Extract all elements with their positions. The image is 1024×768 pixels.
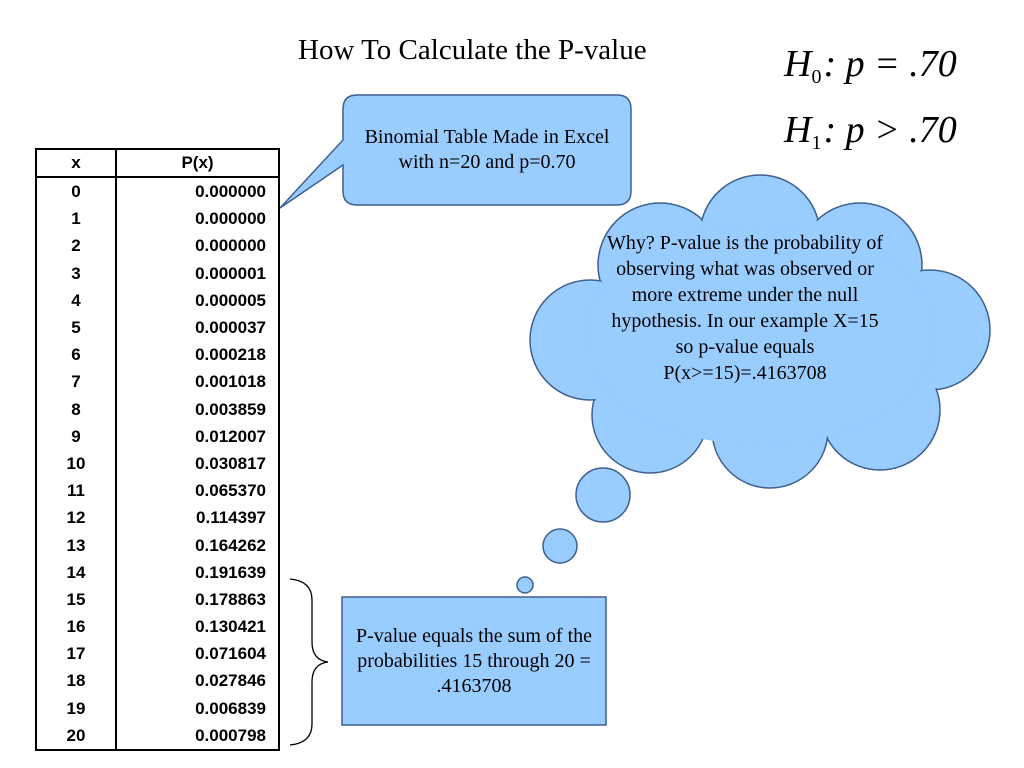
cell-px: 0.000218 xyxy=(195,345,266,365)
alternative-hypothesis xyxy=(784,108,957,155)
cell-x: 3 xyxy=(36,260,116,287)
table-row xyxy=(36,396,279,423)
table-row xyxy=(36,341,279,368)
cell-x: 0 xyxy=(36,177,116,205)
table-row xyxy=(36,695,279,722)
cell-px: 0.000001 xyxy=(195,263,266,283)
cell-px: 0.006839 xyxy=(195,698,266,718)
cell-x: 18 xyxy=(36,667,116,694)
cell-px: 0.191639 xyxy=(195,562,266,582)
cell-x: 1 xyxy=(36,205,116,232)
why-callout-text: Why? P-value is the probability of observing what was observed or more extreme under the null hypothesis. In our example X=15 so p-value equals P(x>=15)=.4163708 xyxy=(606,232,884,384)
cell-px: 0.164262 xyxy=(195,535,266,555)
table-row xyxy=(36,232,279,259)
binomial-table xyxy=(35,148,280,751)
cell-x: 19 xyxy=(36,695,116,722)
cell-x: 14 xyxy=(36,559,116,586)
table-row xyxy=(36,504,279,531)
table-row xyxy=(36,450,279,477)
cell-x: 13 xyxy=(36,531,116,558)
table-row xyxy=(36,287,279,314)
cell-x: 7 xyxy=(36,368,116,395)
cell-px: 0.114397 xyxy=(196,508,266,528)
sum-callout xyxy=(342,597,606,725)
h1-symbol: H xyxy=(784,109,812,151)
table-row xyxy=(36,423,279,450)
cell-px: 0.071604 xyxy=(195,644,266,664)
null-hypothesis xyxy=(784,42,957,89)
sum-callout-text: P-value equals the sum of the probabilities 15 through 20 = .4163708 xyxy=(355,624,593,697)
table-row xyxy=(36,559,279,586)
cell-px: 0.012007 xyxy=(195,426,266,446)
cell-px: 0.001018 xyxy=(195,372,266,392)
column-header-px: P(x) xyxy=(116,149,279,177)
right-brace xyxy=(290,579,328,745)
cell-x: 10 xyxy=(36,450,116,477)
thought-bubble-medium xyxy=(543,529,577,563)
cell-px: 0.065370 xyxy=(195,481,266,501)
table-row xyxy=(36,613,279,640)
h1-relation: : p > .70 xyxy=(823,109,957,151)
excel-callout-text: Binomial Table Made in Excel with n=20 and p=0.70 xyxy=(364,126,610,173)
table-header-row xyxy=(36,149,279,177)
table-row xyxy=(36,177,279,205)
cell-px: 0.030817 xyxy=(195,453,266,473)
cell-x: 8 xyxy=(36,396,116,423)
cell-px: 0.027846 xyxy=(195,671,266,691)
cell-px: 0.178863 xyxy=(195,589,266,609)
excel-callout xyxy=(343,95,631,205)
cell-px: 0.003859 xyxy=(195,399,266,419)
cell-x: 4 xyxy=(36,287,116,314)
page-title: How To Calculate the P-value xyxy=(298,34,647,66)
thought-bubble-small xyxy=(517,577,533,593)
table-row xyxy=(36,205,279,232)
table-row xyxy=(36,640,279,667)
column-header-x: x xyxy=(36,149,116,177)
cell-px: 0.000037 xyxy=(195,318,266,338)
table-row xyxy=(36,477,279,504)
cell-x: 2 xyxy=(36,232,116,259)
table-row xyxy=(36,368,279,395)
cell-x: 15 xyxy=(36,586,116,613)
h0-relation: : p = .70 xyxy=(823,43,957,85)
cell-px: 0.000005 xyxy=(195,290,266,310)
cell-x: 6 xyxy=(36,341,116,368)
cell-x: 20 xyxy=(36,722,116,750)
cell-px: 0.000798 xyxy=(195,725,266,745)
cell-x: 17 xyxy=(36,640,116,667)
cell-x: 9 xyxy=(36,423,116,450)
h0-symbol: H xyxy=(784,43,812,85)
cell-px: 0.000000 xyxy=(195,236,266,256)
table-row xyxy=(36,722,279,750)
table-row xyxy=(36,531,279,558)
h0-subscript: 0 xyxy=(811,66,822,88)
h1-subscript: 1 xyxy=(811,132,822,154)
cell-x: 12 xyxy=(36,504,116,531)
cell-px: 0.000000 xyxy=(195,182,266,202)
cell-px: 0.000000 xyxy=(195,209,266,229)
table-row xyxy=(36,260,279,287)
cell-x: 11 xyxy=(36,477,116,504)
thought-bubble-large xyxy=(576,468,630,522)
cell-x: 16 xyxy=(36,613,116,640)
cell-x: 5 xyxy=(36,314,116,341)
cell-px: 0.130421 xyxy=(195,617,266,637)
table-row xyxy=(36,667,279,694)
table-row xyxy=(36,586,279,613)
table-row xyxy=(36,314,279,341)
